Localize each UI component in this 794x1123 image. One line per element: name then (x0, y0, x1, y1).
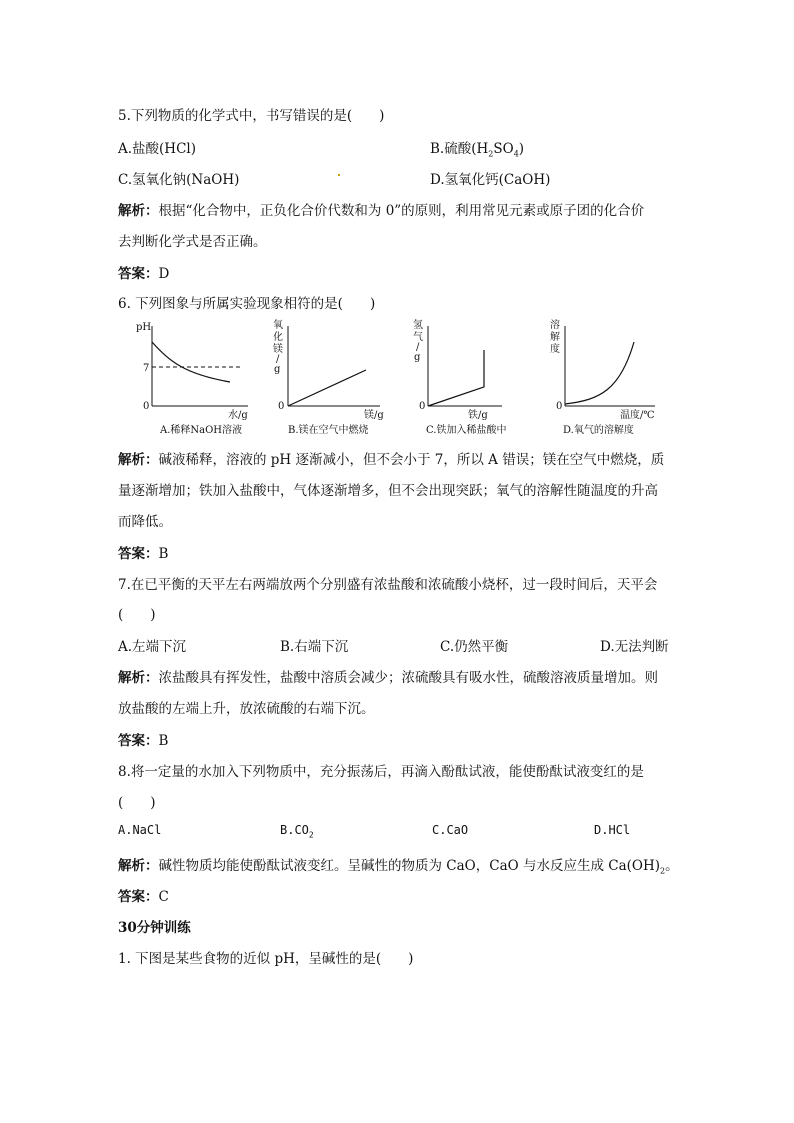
q6-analysis: 解析：碱液稀释，溶液的 pH 逐渐减小，但不会小于 7，所以 A 错误；镁在空气中燃烧，质 (118, 452, 665, 468)
svg-text:g: g (414, 352, 421, 363)
svg-text:溶: 溶 (550, 320, 560, 331)
q8-option-d: D.HCl (594, 823, 631, 837)
svg-text:0: 0 (419, 401, 426, 412)
svg-text:/: / (416, 342, 420, 353)
q7-analysis-cont: 放盐酸的左端上升，放浓硫酸的右端下沉。 (118, 701, 375, 717)
svg-text:镁/g: 镁/g (364, 410, 384, 421)
q8-analysis: 解析：碱性物质均能使酚酞试液变红。呈碱性的物质为 CaO，CaO 与水反应生成 $Ca(OH)_2$。 (118, 858, 679, 876)
q8-stem-paren: ( ) (118, 795, 156, 811)
q7-option-c: C.仍然平衡 (440, 639, 509, 655)
q5-analysis-cont: 去判断化学式是否正确。 (118, 234, 267, 250)
q6-graphs (110, 312, 700, 440)
graph-a-caption: A.稀释NaOH溶液 (160, 425, 243, 436)
q7-answer: 答案：B (118, 733, 169, 749)
q7-stem: 7.在已平衡的天平左右两端放两个分别盛有浓盐酸和浓硫酸小烧杯，过一段时间后，天平会 (118, 577, 658, 593)
q7-stem-paren: ( ) (118, 607, 156, 623)
svg-text:温度/℃: 温度/℃ (620, 410, 655, 421)
q6-answer: 答案：B (118, 546, 169, 562)
q6-analysis-cont: 量逐渐增加；铁加入盐酸中，气体逐渐增多，但不会出现突跃；氧气的溶解性随温度的升高 (118, 483, 658, 499)
graph-d (550, 318, 655, 436)
q7-option-d: D.无法判断 (600, 639, 669, 655)
q5-option-b: B.硫酸$(H_2SO_4)$ (430, 141, 525, 159)
svg-text:D.氧气的溶解度: D.氧气的溶解度 (563, 425, 634, 436)
svg-text:氧: 氧 (273, 320, 283, 331)
q5-stem: 5.下列物质的化学式中，书写错误的是( ) (118, 108, 385, 124)
q8-answer: 答案：C (118, 889, 169, 905)
q5-answer: 答案：D (118, 266, 170, 282)
q5-analysis: 解析：根据“化合物中，正负化合价代数和为 0”的原则，利用常见元素或原子团的化合价 (118, 203, 645, 219)
q5-option-d: D.氢氧化钙(CaOH) (430, 172, 551, 188)
q7-option-b: B.右端下沉 (280, 639, 349, 655)
svg-text:0: 0 (556, 401, 563, 412)
q8-option-b: $B.CO_2$ (280, 823, 314, 840)
graph-a-origin: 0 (143, 401, 150, 412)
graph-a-xlabel: 水/g (228, 410, 248, 421)
svg-text:解: 解 (550, 332, 560, 343)
svg-text:氢: 氢 (413, 320, 423, 331)
q7-analysis: 解析：浓盐酸具有挥发性，盐酸中溶质会减少；浓硫酸具有吸水性，硫酸溶液质量增加。则 (118, 670, 658, 686)
stray-dot (338, 174, 340, 176)
q1-stem: 1. 下图是某些食物的近似 pH，呈碱性的是( ) (118, 951, 414, 967)
analysis-label: 解析： (118, 670, 159, 686)
graph-a-curve (152, 342, 230, 382)
svg-text:化: 化 (273, 332, 283, 343)
graph-b-line (288, 370, 366, 406)
svg-text:镁: 镁 (273, 344, 283, 355)
section-title: 30分钟训练 (118, 920, 191, 936)
q8-stem: 8.将一定量的水加入下列物质中，充分振荡后，再滴入酚酞试液，能使酚酞试液变红的是 (118, 764, 644, 780)
q5-option-a: A.盐酸(HCl) (118, 141, 196, 157)
svg-text:0: 0 (278, 401, 285, 412)
graph-a-tick7: 7 (143, 363, 150, 374)
graph-c-line (428, 350, 484, 406)
answer-label: 答案： (118, 546, 159, 562)
graph-b (273, 318, 384, 436)
answer-label: 答案： (118, 733, 159, 749)
svg-text:g: g (274, 364, 281, 375)
svg-text:铁/g: 铁/g (468, 410, 488, 421)
q5-option-c: C.氢氧化钠(NaOH) (118, 172, 240, 188)
answer-label: 答案： (118, 266, 159, 282)
q6-stem: 6. 下列图象与所属实验现象相符的是( ) (118, 296, 376, 312)
graph-d-curve (565, 342, 634, 404)
analysis-label: 解析： (118, 203, 159, 219)
answer-label: 答案： (118, 889, 159, 905)
svg-text:气: 气 (413, 332, 423, 343)
svg-text:/: / (276, 354, 280, 365)
graph-c (413, 318, 506, 436)
svg-text:C.铁加入稀盐酸中: C.铁加入稀盐酸中 (426, 425, 507, 436)
q6-analysis-cont2: 而降低。 (118, 514, 172, 530)
svg-text:B.镁在空气中燃烧: B.镁在空气中燃烧 (288, 425, 369, 436)
q8-option-c: C.CaO (432, 823, 469, 837)
graph-a-ylabel: pH (136, 322, 152, 333)
graph-a (136, 322, 248, 436)
q7-option-a: A.左端下沉 (118, 639, 187, 655)
analysis-label: 解析： (118, 858, 159, 874)
analysis-label: 解析： (118, 452, 159, 468)
svg-text:度: 度 (550, 344, 560, 355)
q8-option-a: A.NaCl (118, 823, 162, 837)
